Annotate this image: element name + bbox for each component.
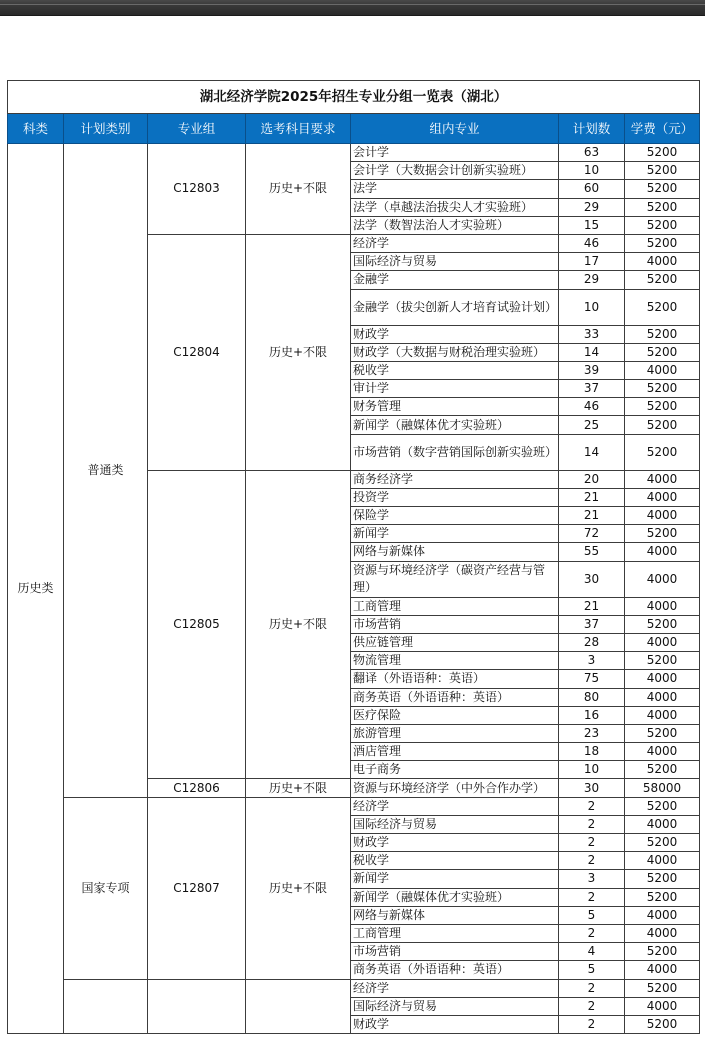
plan-count-cell[interactable]: 16 [559,706,625,724]
header-subject-category[interactable]: 科类 [8,114,64,144]
plan-count-cell[interactable]: 30 [559,779,625,797]
major-name-cell[interactable]: 供应链管理 [351,633,559,651]
plan-count-cell[interactable]: 72 [559,525,625,543]
plan-count-cell[interactable]: 37 [559,380,625,398]
major-name-cell[interactable]: 翻译（外语语种：英语） [351,670,559,688]
major-name-cell[interactable]: 市场营销（数字营销国际创新实验班） [351,434,559,470]
tuition-cell[interactable]: 4000 [625,924,700,942]
plan-count-cell[interactable]: 2 [559,1015,625,1033]
subject-requirement-cell[interactable]: 历史+不限 [246,470,351,779]
tuition-cell[interactable]: 5200 [625,416,700,434]
tuition-cell[interactable]: 5200 [625,234,700,252]
major-name-cell[interactable]: 电子商务 [351,761,559,779]
plan-count-cell[interactable]: 46 [559,398,625,416]
major-name-cell[interactable]: 工商管理 [351,924,559,942]
tuition-cell[interactable]: 5200 [625,615,700,633]
tuition-cell[interactable]: 5200 [625,724,700,742]
plan-count-cell[interactable]: 2 [559,997,625,1015]
plan-count-cell[interactable]: 17 [559,253,625,271]
tuition-cell[interactable]: 5200 [625,943,700,961]
plan-count-cell[interactable]: 29 [559,271,625,289]
plan-count-cell[interactable]: 2 [559,797,625,815]
tuition-cell[interactable]: 5200 [625,380,700,398]
subject-requirement-cell[interactable]: 历史+不限 [246,797,351,979]
major-name-cell[interactable]: 市场营销 [351,943,559,961]
table-row [8,979,700,997]
tuition-cell[interactable]: 4000 [625,670,700,688]
tuition-cell[interactable]: 4000 [625,743,700,761]
tuition-cell[interactable]: 4000 [625,852,700,870]
tuition-cell[interactable]: 4000 [625,633,700,651]
header-plan-count[interactable]: 计划数 [559,114,625,144]
window-top-bar [0,0,705,16]
plan-count-cell[interactable]: 2 [559,815,625,833]
plan-count-cell[interactable]: 14 [559,434,625,470]
tuition-cell[interactable]: 4000 [625,906,700,924]
tuition-cell[interactable]: 4000 [625,507,700,525]
tuition-cell[interactable]: 5200 [625,289,700,325]
subject-requirement-cell[interactable]: 历史+不限 [246,779,351,797]
major-name-cell[interactable]: 旅游管理 [351,724,559,742]
tuition-cell[interactable]: 5200 [625,271,700,289]
header-majors[interactable]: 组内专业 [351,114,559,144]
major-name-cell[interactable]: 金融学 [351,271,559,289]
major-name-cell[interactable]: 保险学 [351,507,559,525]
tuition-cell[interactable]: 5200 [625,888,700,906]
plan-count-cell[interactable]: 10 [559,289,625,325]
tuition-cell[interactable]: 5200 [625,180,700,198]
major-name-cell[interactable]: 物流管理 [351,652,559,670]
plan-type-cell[interactable]: 普通类 [64,144,148,798]
tuition-cell[interactable]: 5200 [625,797,700,815]
tuition-cell[interactable]: 58000 [625,779,700,797]
plan-count-cell[interactable]: 3 [559,870,625,888]
major-name-cell[interactable]: 商务英语（外语语种：英语） [351,688,559,706]
plan-count-cell[interactable]: 20 [559,470,625,488]
tuition-cell[interactable]: 5200 [625,162,700,180]
tuition-cell[interactable]: 5200 [625,979,700,997]
table-body [8,144,700,1034]
major-name-cell[interactable]: 医疗保险 [351,706,559,724]
tuition-cell[interactable]: 4000 [625,488,700,506]
major-name-cell[interactable]: 国际经济与贸易 [351,997,559,1015]
subject-requirement-cell[interactable]: 历史+不限 [246,234,351,470]
major-name-cell[interactable]: 税收学 [351,361,559,379]
plan-count-cell[interactable]: 5 [559,961,625,979]
tuition-cell[interactable]: 5200 [625,216,700,234]
major-name-cell[interactable]: 投资学 [351,488,559,506]
plan-count-cell[interactable]: 75 [559,670,625,688]
major-name-cell[interactable]: 经济学 [351,979,559,997]
major-name-cell[interactable]: 财政学 [351,1015,559,1033]
tuition-cell[interactable]: 5200 [625,652,700,670]
tuition-cell[interactable]: 5200 [625,525,700,543]
major-name-cell[interactable]: 新闻学（融媒体优才实验班） [351,888,559,906]
major-name-cell[interactable]: 国际经济与贸易 [351,253,559,271]
plan-count-cell[interactable]: 2 [559,834,625,852]
plan-count-cell[interactable]: 30 [559,561,625,597]
major-name-cell[interactable]: 会计学（大数据会计创新实验班） [351,162,559,180]
major-name-cell[interactable]: 财政学 [351,834,559,852]
major-name-cell[interactable]: 酒店管理 [351,743,559,761]
plan-count-cell[interactable]: 39 [559,361,625,379]
plan-count-cell[interactable]: 3 [559,652,625,670]
tuition-cell[interactable]: 4000 [625,361,700,379]
tuition-cell[interactable]: 5200 [625,198,700,216]
major-name-cell[interactable]: 新闻学 [351,870,559,888]
header-subject-requirement[interactable]: 选考科目要求 [246,114,351,144]
tuition-cell[interactable]: 5200 [625,761,700,779]
plan-count-cell[interactable]: 10 [559,761,625,779]
admission-table [7,80,700,1034]
major-group-code-cell[interactable]: C12804 [148,234,246,470]
plan-count-cell[interactable]: 2 [559,924,625,942]
tuition-cell[interactable]: 4000 [625,597,700,615]
major-name-cell[interactable]: 金融学（拔尖创新人才培育试验计划） [351,289,559,325]
tuition-cell[interactable]: 4000 [625,706,700,724]
major-name-cell[interactable]: 网络与新媒体 [351,906,559,924]
spreadsheet [7,80,699,1034]
major-name-cell[interactable]: 财政学（大数据与财税治理实验班） [351,343,559,361]
plan-count-cell[interactable]: 5 [559,906,625,924]
major-name-cell[interactable]: 商务经济学 [351,470,559,488]
plan-count-cell[interactable]: 23 [559,724,625,742]
tuition-cell[interactable]: 5200 [625,834,700,852]
plan-count-cell[interactable]: 29 [559,198,625,216]
tuition-cell[interactable]: 4000 [625,961,700,979]
major-name-cell[interactable]: 法学（数智法治人才实验班） [351,216,559,234]
major-name-cell[interactable]: 法学（卓越法治拔尖人才实验班） [351,198,559,216]
tuition-cell[interactable]: 5200 [625,398,700,416]
tuition-cell[interactable]: 5200 [625,144,700,162]
header-plan-type[interactable]: 计划类别 [64,114,148,144]
major-name-cell[interactable]: 财政学 [351,325,559,343]
major-name-cell[interactable]: 国际经济与贸易 [351,815,559,833]
tuition-cell[interactable]: 4000 [625,997,700,1015]
major-group-code-cell[interactable]: C12805 [148,470,246,779]
major-name-cell[interactable]: 新闻学 [351,525,559,543]
plan-count-cell[interactable]: 18 [559,743,625,761]
header-major-group[interactable]: 专业组 [148,114,246,144]
major-name-cell[interactable]: 会计学 [351,144,559,162]
header-row [8,114,700,144]
plan-count-cell[interactable]: 21 [559,507,625,525]
plan-count-cell[interactable]: 33 [559,325,625,343]
tuition-cell[interactable]: 4000 [625,561,700,597]
tuition-cell[interactable]: 4000 [625,470,700,488]
subject-requirement-cell[interactable]: 历史+不限 [246,144,351,235]
major-group-code-cell[interactable]: C12803 [148,144,246,235]
plan-count-cell[interactable]: 2 [559,888,625,906]
tuition-cell[interactable]: 4000 [625,688,700,706]
tuition-cell[interactable]: 5200 [625,325,700,343]
major-name-cell[interactable]: 审计学 [351,380,559,398]
plan-count-cell[interactable]: 15 [559,216,625,234]
plan-count-cell[interactable]: 60 [559,180,625,198]
plan-count-cell[interactable]: 14 [559,343,625,361]
table-title: 湖北经济学院2025年招生专业分组一览表（湖北） [8,81,700,114]
tuition-cell[interactable]: 4000 [625,253,700,271]
plan-count-cell[interactable]: 21 [559,488,625,506]
major-name-cell[interactable]: 财务管理 [351,398,559,416]
major-name-cell[interactable]: 新闻学（融媒体优才实验班） [351,416,559,434]
tuition-cell[interactable]: 5200 [625,870,700,888]
major-name-cell[interactable]: 资源与环境经济学（碳资产经营与管理） [351,561,559,597]
plan-count-cell[interactable]: 2 [559,979,625,997]
subject-category-cell[interactable]: 历史类 [8,144,64,1034]
tuition-cell[interactable]: 5200 [625,1015,700,1033]
plan-count-cell[interactable]: 2 [559,852,625,870]
major-group-code-cell[interactable]: C12806 [148,779,246,797]
plan-count-cell[interactable]: 25 [559,416,625,434]
tuition-cell[interactable]: 4000 [625,815,700,833]
major-group-code-cell[interactable]: C12807 [148,797,246,979]
major-name-cell[interactable]: 资源与环境经济学（中外合作办学） [351,779,559,797]
major-name-cell[interactable]: 工商管理 [351,597,559,615]
header-tuition[interactable]: 学费（元） [625,114,700,144]
plan-count-cell[interactable]: 21 [559,597,625,615]
major-name-cell[interactable]: 商务英语（外语语种：英语） [351,961,559,979]
plan-count-cell[interactable]: 28 [559,633,625,651]
major-name-cell[interactable]: 经济学 [351,797,559,815]
plan-count-cell[interactable]: 37 [559,615,625,633]
plan-count-cell[interactable]: 55 [559,543,625,561]
tuition-cell[interactable]: 5200 [625,434,700,470]
plan-count-cell[interactable]: 80 [559,688,625,706]
plan-count-cell[interactable]: 10 [559,162,625,180]
major-group-code-cell[interactable] [148,979,246,1034]
tuition-cell[interactable]: 4000 [625,543,700,561]
plan-type-cell[interactable]: 国家专项 [64,797,148,979]
plan-count-cell[interactable]: 63 [559,144,625,162]
major-name-cell[interactable]: 市场营销 [351,615,559,633]
tuition-cell[interactable]: 5200 [625,343,700,361]
major-name-cell[interactable]: 税收学 [351,852,559,870]
major-name-cell[interactable]: 法学 [351,180,559,198]
table-row [8,144,700,162]
plan-type-cell[interactable] [64,979,148,1034]
major-name-cell[interactable]: 经济学 [351,234,559,252]
plan-count-cell[interactable]: 46 [559,234,625,252]
subject-requirement-cell[interactable] [246,979,351,1034]
plan-count-cell[interactable]: 4 [559,943,625,961]
table-row [8,797,700,815]
major-name-cell[interactable]: 网络与新媒体 [351,543,559,561]
